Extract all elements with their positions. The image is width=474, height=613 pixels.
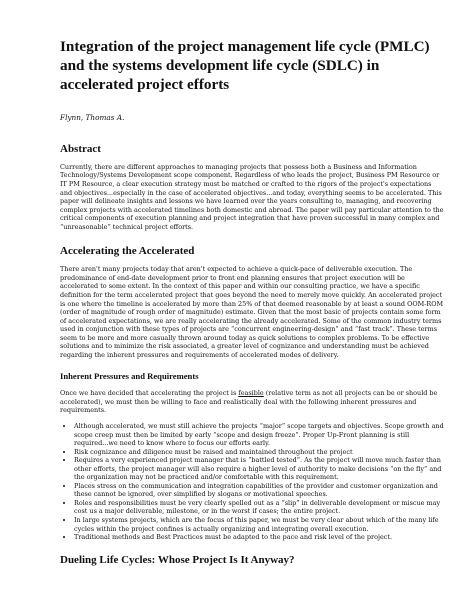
list-item: • In large systems projects, which are the focus of this paper, we must be very clear about which of the many life cycles within the project confines is actually organizing and integrating overall execution.: [74, 516, 444, 533]
author-line: Flynn, Thomas A.: [60, 113, 125, 123]
list-item: • Roles and responsibilities must be very clearly spelled out as a “slip” in deliverable development or miscue may cost us a major deliverable, milestone, or in the worst if cases; the entire project.: [74, 499, 444, 516]
accelerating-text: There aren't many projects today that aren't expected to achieve a quick-pace of deliverable execution. The predominance of end-date development prior to front end planning ensures that project execution will be accelerated to some extent. In the context of this paper and within our consulting practice, we have a specific definition for the term accelerated project that goes beyond the need to merely move quickly. An accelerated project is one where the timeline is accelerated by more than 25% of that deemed reasonable by at least a sound OOM-ROM (order of magnitude of rough order of magnitude) estimate. Given that the most basic of projects contain some form of accelerated expectations, we are really accelerating the already accelerated. Some of the common industry terms used in conjunction with these types of projects are “concurrent engineering-design” and “fast track”. These terms seem to be more and more casually thrown around today as quick solutions to complex problems. To be effective solutions and to minimize the risk associated, a greater level of cognizance and understanding must be achieved regarding the inherent pressures and requirements of accelerated modes of delivery.: [60, 265, 444, 359]
inherent-intro-after: (relative term as not all projects can be or should be accelerated), we must then be willing to face and realistically deal with the following inherent pressures and requirements.: [60, 389, 438, 415]
inherent-intro-before: Once we have decided that accelerating the project is: [60, 389, 239, 398]
list-item: • Traditional methods and Best Practices must be adapted to the pace and risk level of the project.: [74, 533, 444, 542]
accelerating-heading: Accelerating the Accelerated: [60, 245, 195, 258]
feasible-underlined: feasible: [238, 389, 264, 398]
list-item: • Requires a very experienced project manager that is “battled tested”. As the project will move much faster than other efforts, the project manager will also require a higher level of authority to make decisions “on the fly” and the organization may not be practiced and/or comfortable with this requirement.: [74, 456, 444, 482]
list-item: • Risk cognizance and diligence must be raised and maintained throughout the project: [74, 448, 444, 457]
inherent-intro: [60, 389, 444, 415]
paper-title: Integration of the project management life cycle (PMLC) and the systems development life cycle (SDLC) in accelerated project efforts: [60, 38, 430, 93]
abstract-text: Currently, there are different approaches to managing projects that possess both a Business and Information Technology/Systems Development scope component. Regardless of who leads the project, Business PM Resource or IT PM Resource, a clear execution strategy must be matched or crafted to the rigors of the project's expectations and objectives...especially in the case of accelerated objectives...and today, everything seems to be accelerated. This paper will delineate insights and lessons we have learned over the years consulting to, managing, and recovering complex projects with accelerated timelines both domestic and abroad. The paper will pay particular attention to the critical components of execution planning and project integration that have proven successful in many complex and “unreasonable” technical project efforts.: [60, 162, 444, 231]
list-item: • Although accelerated, we must still achieve the projects “major” scope targets and objectives. Scope growth and scope creep must then be limited by early “scope and design freeze”. Proper Up-Front planning is still required...we need to know where to focus our efforts early.: [74, 422, 444, 448]
dueling-heading: Dueling Life Cycles: Whose Project Is It Anyway?: [60, 553, 295, 566]
inherent-heading: Inherent Pressures and Requirements: [60, 371, 199, 382]
list-item: • Places stress on the communication and integration capabilities of the provider and customer organization and these cannot be ignored, over simplified by slogans or motivational speeches.: [74, 482, 444, 499]
pressures-list: [60, 422, 444, 542]
abstract-heading: Abstract: [60, 142, 101, 155]
